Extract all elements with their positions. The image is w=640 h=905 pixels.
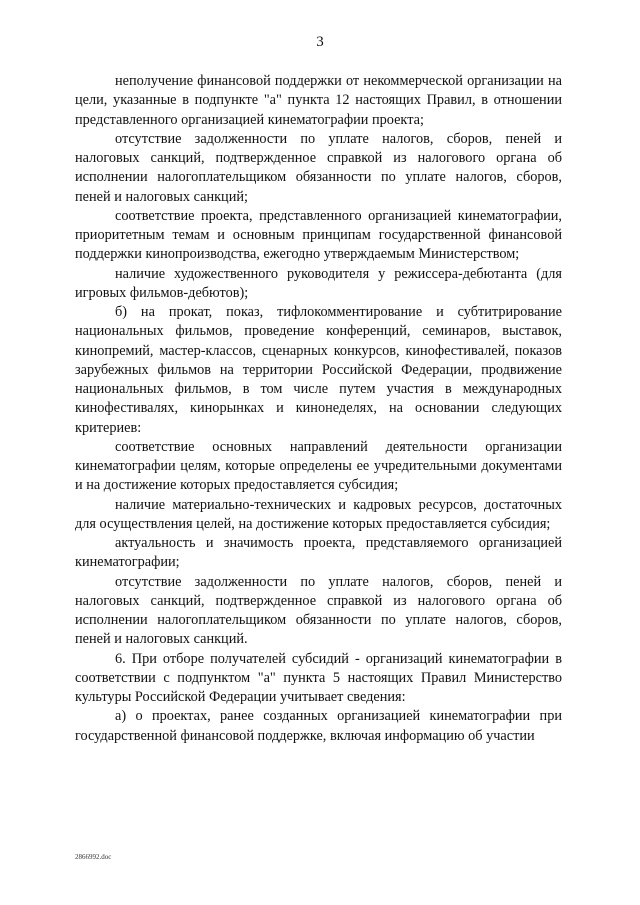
paragraph-10: 6. При отборе получателей субсидий - организаций кинематографии в соответствии с подпунктом "а" пункта 5 настоящих Правил Министерство культуры Российской Федерации учитывает сведения: (75, 650, 562, 705)
paragraph-6: соответствие основных направлений деятельности организации кинематографии целям, которые определены ее учредительными документами и на достижение которых предоставляется субсидия; (75, 438, 562, 494)
paragraph-8: актуальность и значимость проекта, представляемого организацией кинематографии; (75, 535, 562, 571)
paragraph-1: неполучение финансовой поддержки от некоммерческой организации на цели, указанные в подпункте "а" пункта 12 настоящих Правил, в отношении представленного организацией кинематографии проекта; (75, 73, 562, 128)
paragraph-4: наличие художественного руководителя у режиссера-дебютанта (для игровых фильмов-дебютов); (75, 265, 562, 301)
page-number: 3 (316, 34, 324, 50)
paragraph-11: а) о проектах, ранее созданных организацией кинематографии при государственной финансовой поддержке, включая информацию об участии (75, 708, 562, 744)
paragraph-9: отсутствие задолженности по уплате налогов, сборов, пеней и налоговых санкций, подтвержденное справкой из налогового органа об исполнении налогоплательщиком обязанности по уплате налогов, сборов, пеней и налоговых санкций. (75, 573, 562, 648)
paragraph-5: б) на прокат, показ, тифлокомментирование и субтитрирование национальных фильмов, проведение конференций, семинаров, выставок, кинопремий, мастер-классов, сценарных конкурсов, кинофестивалей, показов зарубежных фильмов на территории Российской Федерации, продвижение национальных фильмов, в том числе путем участия в международных кинофестивалях, кинорынках и кинонеделях, на основании следующих критериев: (75, 304, 562, 436)
paragraph-2: отсутствие задолженности по уплате налогов, сборов, пеней и налоговых санкций, подтвержденное справкой из налогового органа об исполнении налогоплательщиком обязанности по уплате налогов, сборов, пеней и налоговых санкций; (75, 130, 562, 205)
file-name-footer: 2866992.doc (75, 853, 112, 861)
document-body (75, 72, 562, 746)
paragraph-3: соответствие проекта, представленного организацией кинематографии, приоритетным темам и основным принципам государственной финансовой поддержки кинопроизводства, ежегодно утверждаемым Министерством; (75, 207, 562, 263)
paragraph-7: наличие материально-технических и кадровых ресурсов, достаточных для осуществления целей, на достижение которых предоставляется субсидия; (75, 496, 562, 532)
